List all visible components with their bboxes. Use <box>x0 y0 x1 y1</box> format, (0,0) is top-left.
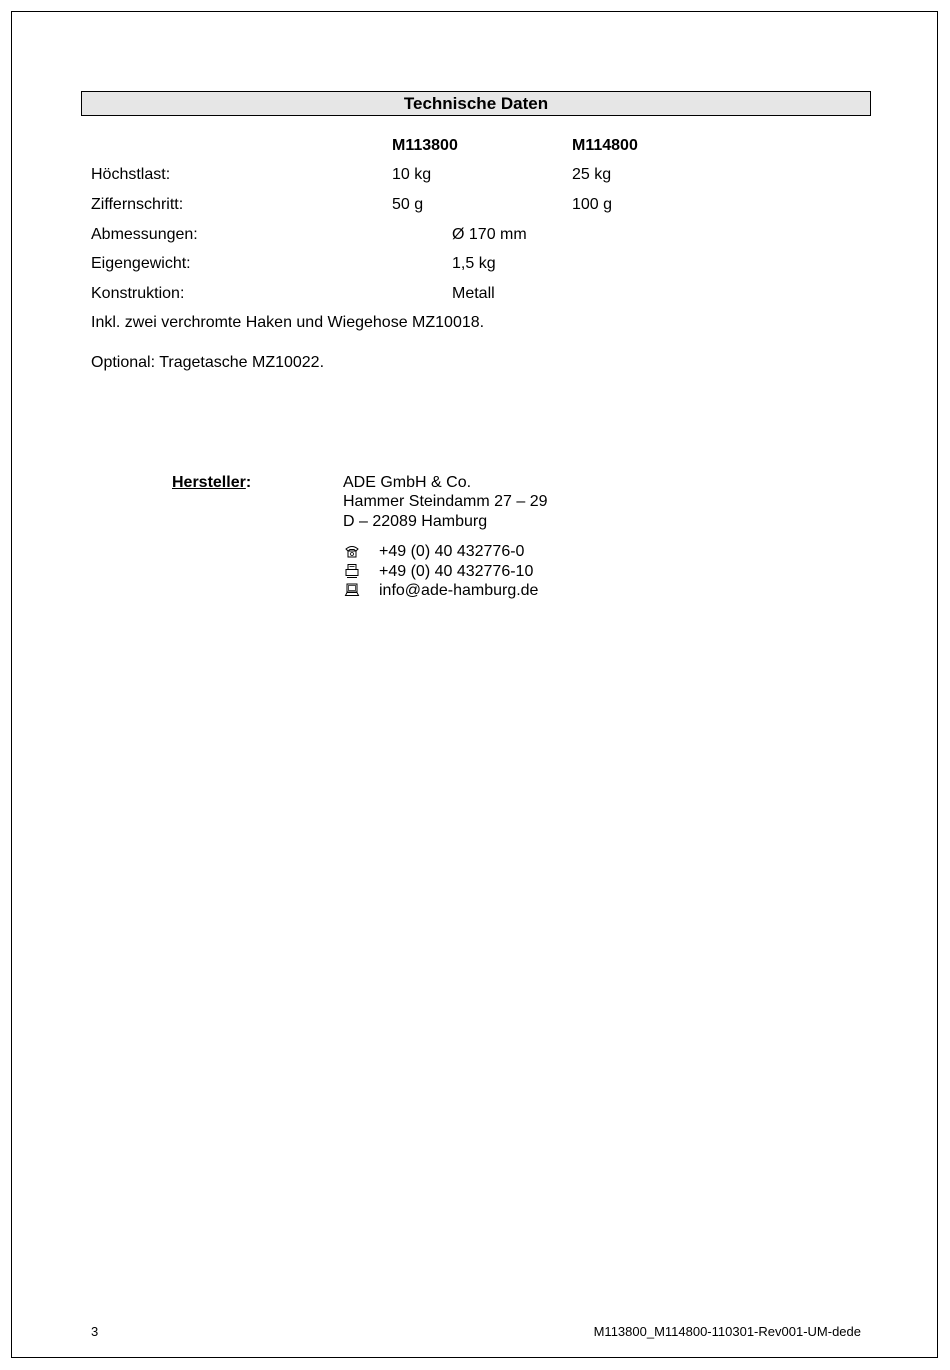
page-number: 3 <box>91 1324 99 1339</box>
manufacturer-phone: +49 (0) 40 432776-0 <box>379 543 525 560</box>
spec-value-abmessungen: Ø 170 mm <box>452 226 527 243</box>
included-note: Inkl. zwei verchromte Haken und Wiegehose MZ10018. <box>91 314 485 331</box>
spec-value-ziffernschritt-2: 100 g <box>572 196 613 213</box>
spec-value-hoechstlast-1: 10 kg <box>392 166 432 183</box>
manufacturer-street: Hammer Steindamm 27 – 29 <box>343 493 548 510</box>
fax-icon <box>344 563 360 579</box>
spec-label-konstruktion: Konstruktion: <box>91 285 185 302</box>
spec-label-ziffernschritt: Ziffernschritt: <box>91 196 184 213</box>
spec-value-eigengewicht: 1,5 kg <box>452 255 496 272</box>
spec-value-ziffernschritt-1: 50 g <box>392 196 424 213</box>
section-title: Technische Daten <box>81 91 871 116</box>
spec-value-hoechstlast-2: 25 kg <box>572 166 612 183</box>
manufacturer-email: info@ade-hamburg.de <box>379 582 539 599</box>
model-header-1: M113800 <box>392 137 458 154</box>
spec-label-eigengewicht: Eigengewicht: <box>91 255 191 272</box>
manufacturer-name: ADE GmbH & Co. <box>343 474 472 491</box>
manufacturer-city: D – 22089 Hamburg <box>343 513 488 530</box>
spec-value-konstruktion: Metall <box>452 285 495 302</box>
manufacturer-fax: +49 (0) 40 432776-10 <box>379 563 534 580</box>
manufacturer-colon: : <box>245 474 252 491</box>
document-id: M113800_M114800-110301-Rev001-UM-dede <box>593 1324 861 1339</box>
manufacturer-label: Hersteller <box>172 474 246 491</box>
optional-note: Optional: Tragetasche MZ10022. <box>91 354 325 371</box>
model-header-2: M114800 <box>572 137 638 154</box>
spec-label-abmessungen: Abmessungen: <box>91 226 198 243</box>
computer-icon <box>344 582 360 598</box>
spec-label-hoechstlast: Höchstlast: <box>91 166 171 183</box>
manufacturer-heading <box>172 473 251 492</box>
phone-icon <box>344 543 360 559</box>
